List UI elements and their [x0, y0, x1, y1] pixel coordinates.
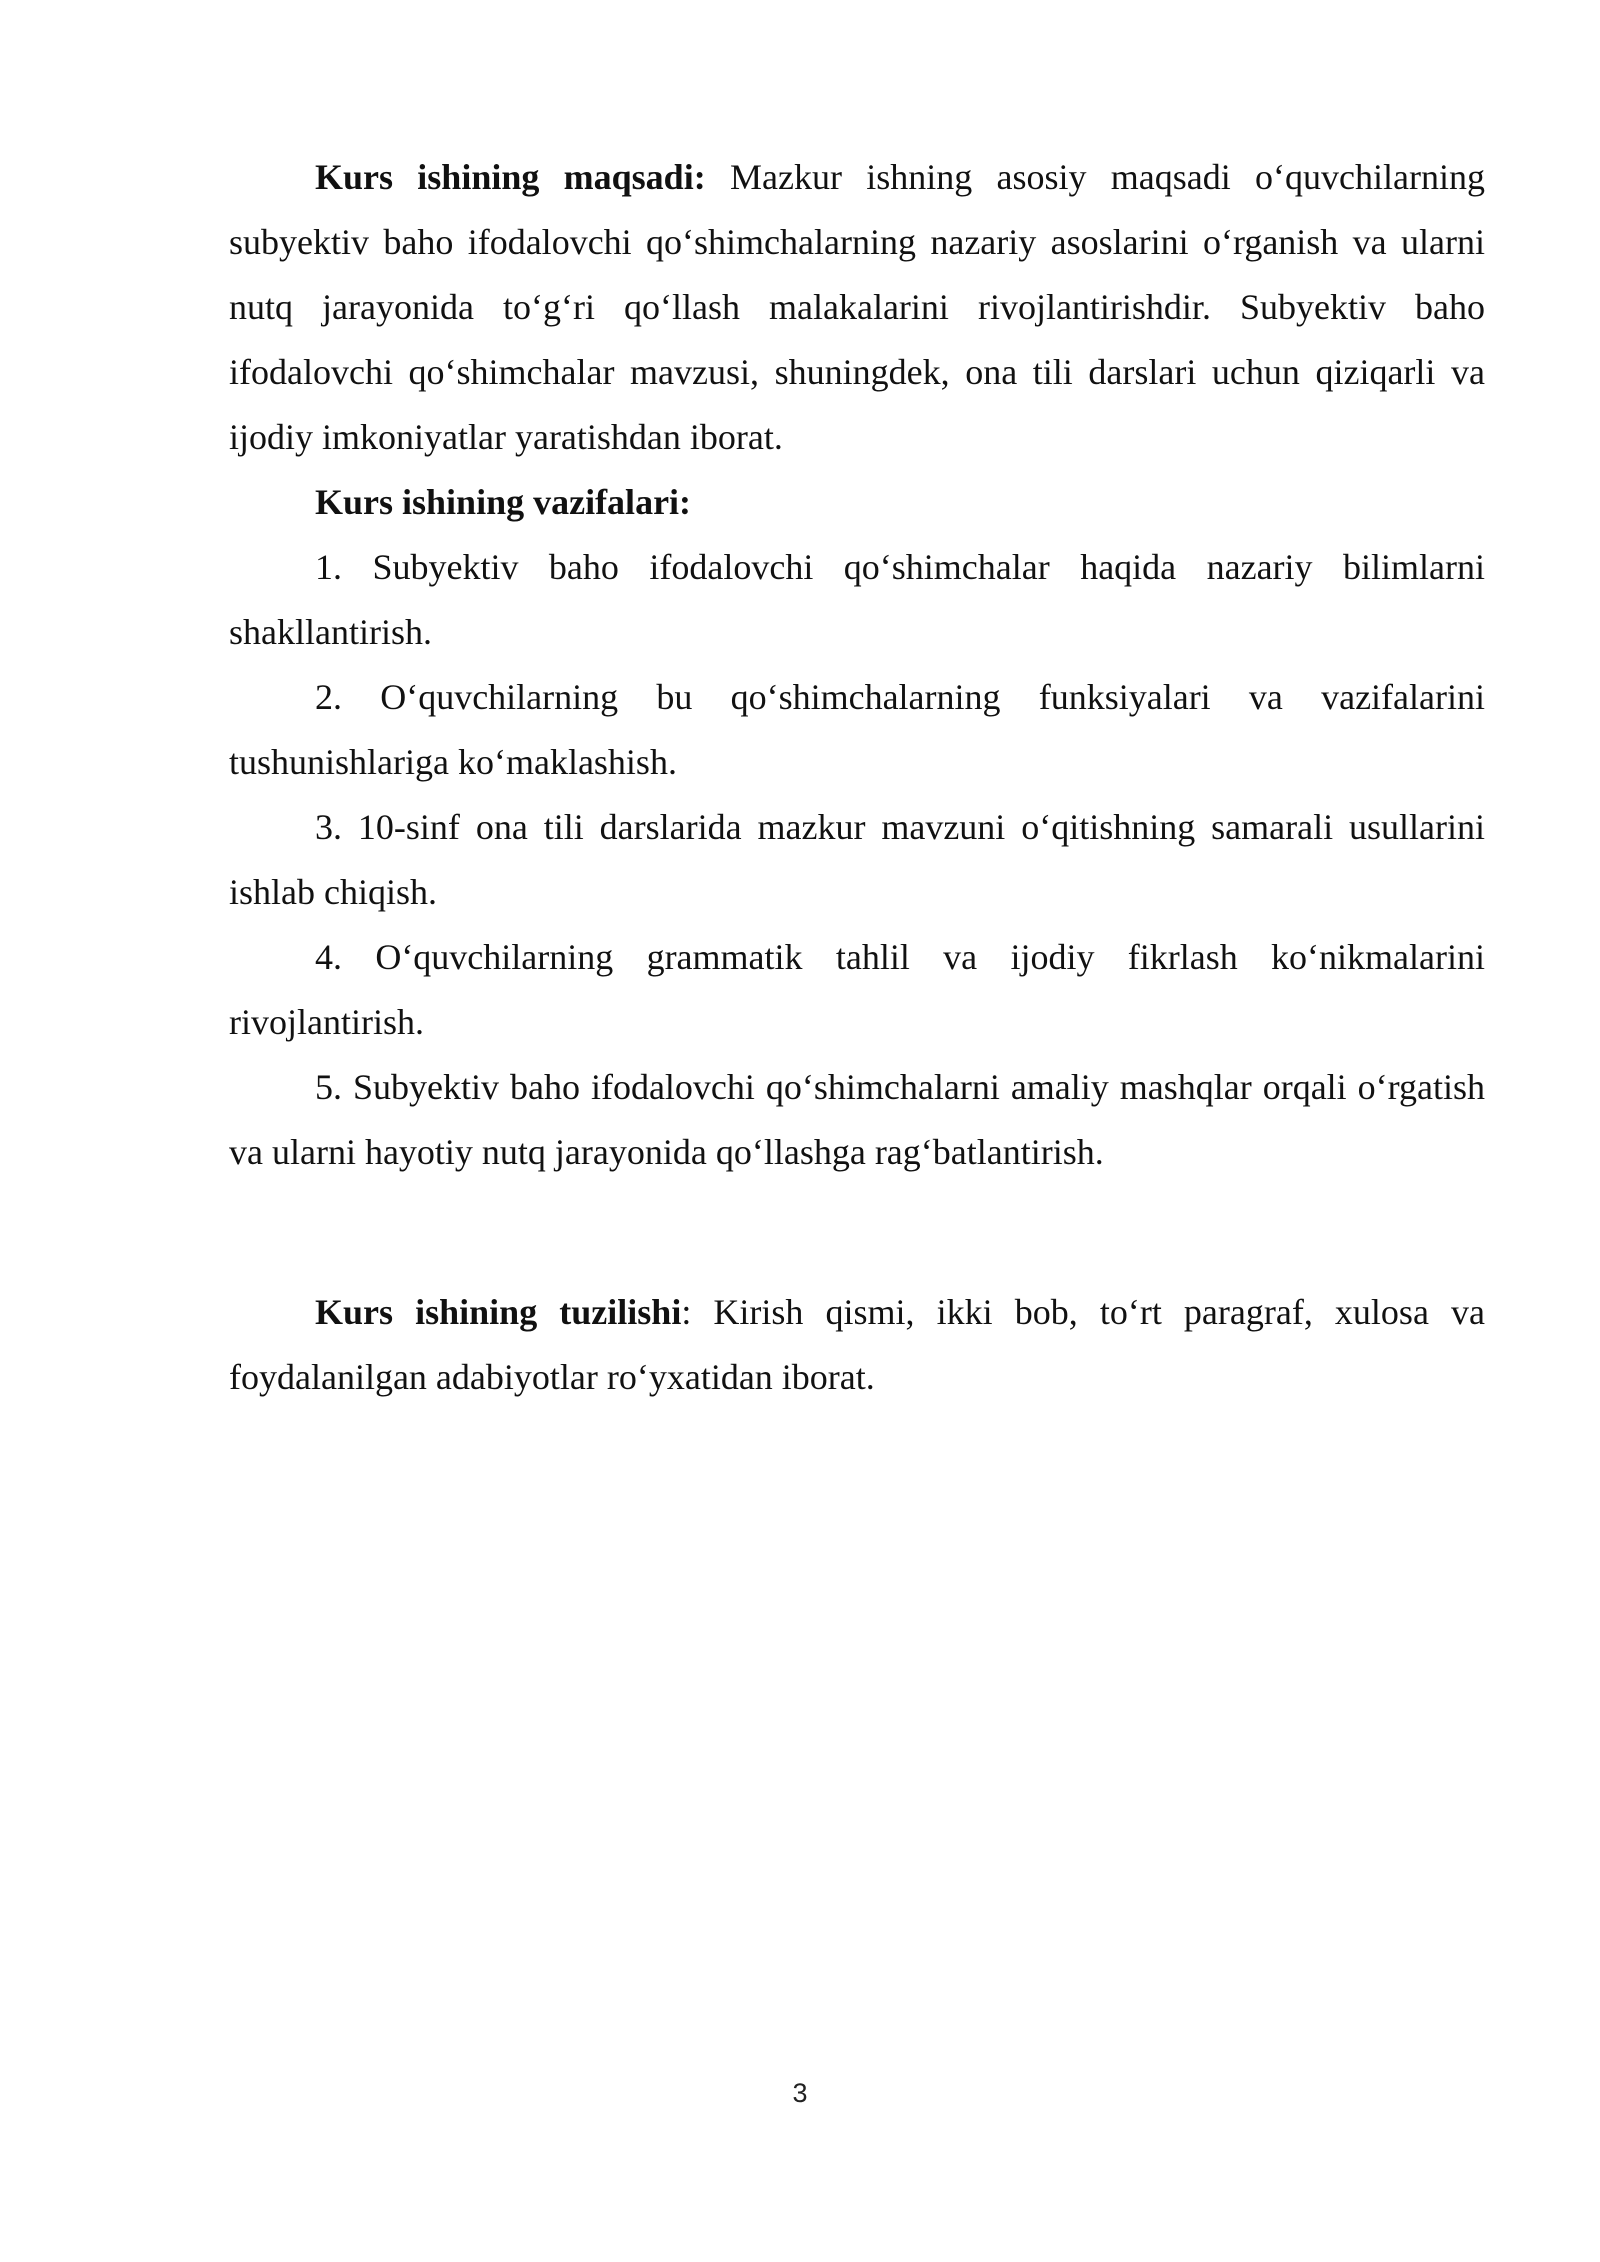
- task-item-5: 5. Subyektiv baho ifodalovchi qo‘shimchalarni amaliy mashqlar orqali o‘rgatish va ularni hayotiy nutq jarayonida qo‘llashga rag‘batlantirish.: [229, 1067, 1485, 1172]
- structure-paragraph: [229, 1280, 1485, 1410]
- purpose-text: Mazkur ishning asosiy maqsadi o‘quvchilarning subyektiv baho ifodalovchi qo‘shimchalarning nazariy asoslarini o‘rganish va ularni nutq jarayonida to‘g‘ri qo‘llash malakalarini rivojlantirishdir. Subyektiv baho ifodalovchi qo‘shimchalar mavzusi, shuningdek, ona tili darslari uchun qiziqarli va ijodiy imkoniyatlar yaratishdan iborat.: [229, 157, 1485, 457]
- tasks-heading: Kurs ishining vazifalari:: [315, 482, 692, 522]
- page-number: 3: [792, 2078, 808, 2108]
- structure-text: : Kirish qismi, ikki bob, to‘rt paragraf, xulosa va foydalanilgan adabiyotlar ro‘yxatidan iborat.: [229, 1292, 1485, 1397]
- tasks-heading-paragraph: [229, 470, 1485, 535]
- task-item-2: 2. O‘quvchilarning bu qo‘shimchalarning funksiyalari va vazifalarini tushunishlariga ko‘maklashish.: [229, 677, 1485, 782]
- page-content: [229, 145, 1485, 1410]
- task-item-1: 1. Subyektiv baho ifodalovchi qo‘shimchalar haqida nazariy bilimlarni shakllantirish.: [229, 547, 1485, 652]
- task-item-4: 4. O‘quvchilarning grammatik tahlil va ijodiy fikrlash ko‘nikmalarini rivojlantirish.: [229, 937, 1485, 1042]
- purpose-heading: Kurs ishining maqsadi:: [315, 157, 706, 197]
- paragraph-spacer: [229, 1185, 1485, 1280]
- task-item-3: 3. 10-sinf ona tili darslarida mazkur mavzuni o‘qitishning samarali usullarini ishlab chiqish.: [229, 807, 1485, 912]
- purpose-paragraph: [229, 145, 1485, 470]
- structure-heading: Kurs ishining tuzilishi: [315, 1292, 682, 1332]
